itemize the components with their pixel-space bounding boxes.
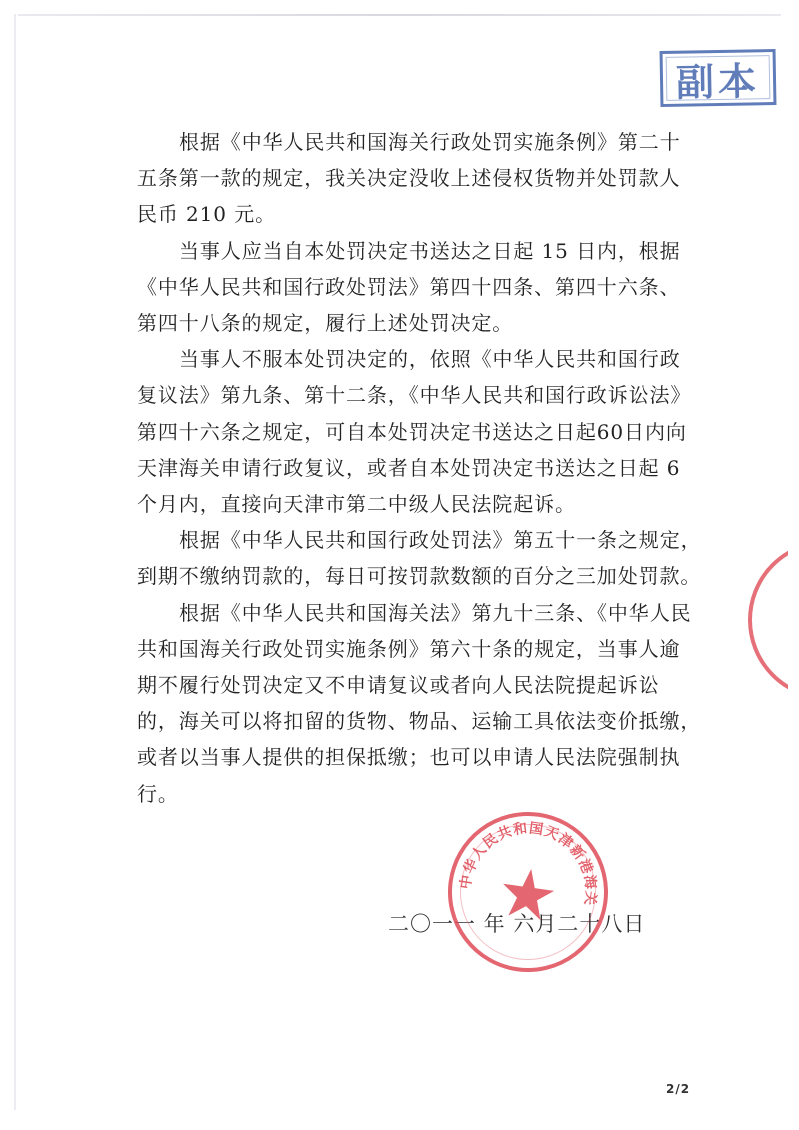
side-seal [748, 540, 788, 700]
paragraph-5-line-3: 期不履行处罚决定又不申请复议或者向人民法院提起诉讼 [137, 673, 660, 698]
paragraph-1-line-1: 根据《中华人民共和国海关行政处罚实施条例》第二十 [179, 130, 681, 154]
paragraph-2-line-3: 第四十八条的规定，履行上述处罚决定。 [137, 311, 514, 336]
page-number: 2/2 [666, 1082, 691, 1096]
paragraph-3-line-5: 个月内，直接向天津市第二中级人民法院起诉。 [137, 492, 576, 517]
paragraph-5-line-2: 共和国海关行政处罚实施条例》第六十条的规定，当事人逾 [137, 636, 681, 661]
paragraph-5-line-5: 或者以当事人提供的担保抵缴；也可以申请人民法院强制执 [137, 745, 681, 770]
scan-edge-left [14, 14, 16, 1110]
paragraph-5-line-1: 根据《中华人民共和国海关法》第九十三条、《中华人民 [179, 600, 692, 625]
paragraph-3-line-3: 第四十六条之规定，可自本处罚决定书送达之日起60日内向 [137, 419, 687, 444]
paragraph-4-line-1: 根据《中华人民共和国行政处罚法》第五十一条之规定， [179, 528, 702, 553]
paragraph-1-line-3: 民币 210 元。 [137, 202, 276, 227]
paragraph-3-line-1: 当事人不服本处罚决定的，依照《中华人民共和国行政 [179, 347, 681, 372]
customs-seal [438, 802, 619, 983]
paragraph-2-line-1: 当事人应当自本处罚决定书送达之日起 15 日内，根据 [179, 238, 681, 263]
side-seal-ring [748, 540, 788, 700]
customs-seal-text [442, 806, 614, 978]
document-body [137, 124, 707, 812]
paragraph-3-line-2: 复议法》第九条、第十二条，《中华人民共和国行政诉讼法》 [137, 383, 692, 408]
issue-date: 二〇一一 年 六月二十八日 [388, 912, 646, 936]
paragraph-2-line-2: 《中华人民共和国行政处罚法》第四十四条、第四十六条、 [137, 274, 681, 299]
paragraph-5-line-4: 的，海关可以将扣留的货物、物品、运输工具依法变价抵缴， [137, 709, 702, 734]
paragraph-4-line-2: 到期不缴纳罚款的，每日可按罚款数额的百分之三加处罚款。 [137, 564, 702, 589]
paragraph-1-line-2: 五条第一款的规定，我关决定没收上述侵权货物并处罚款人 [137, 166, 681, 191]
paragraph-5-line-6: 行。 [137, 781, 179, 806]
copy-stamp: 副本 [660, 49, 777, 107]
scan-edge-top [18, 14, 781, 16]
paragraph-3-line-4: 天津海关申请行政复议，或者自本处罚决定书送达之日起 6 [137, 455, 681, 480]
svg-text:中华人民共和国天津新港海关: 中华人民共和国天津新港海关 [457, 820, 599, 907]
